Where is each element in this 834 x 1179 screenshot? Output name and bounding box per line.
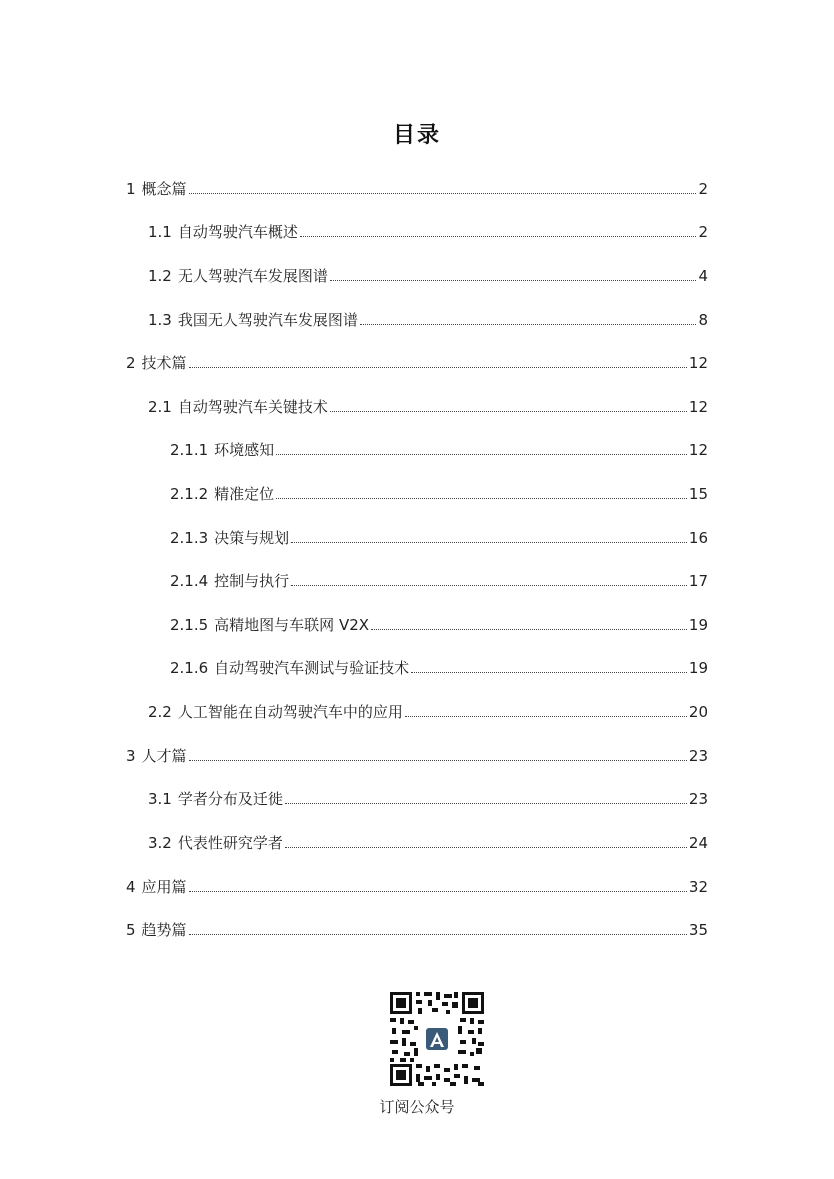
toc-entry-3[interactable] <box>126 743 708 765</box>
toc-entry-title: 自动驾驶汽车关键技术 <box>177 398 328 416</box>
toc-entry-page: 12 <box>688 441 708 459</box>
toc-entry-page: 8 <box>698 311 708 329</box>
toc-leader-dots <box>405 716 687 717</box>
toc-leader-dots <box>189 760 687 761</box>
toc-entry-number: 1.1 <box>148 223 172 241</box>
toc-entry-page: 19 <box>688 616 708 634</box>
toc-entry-number: 1 <box>126 180 136 198</box>
toc-entry-title: 精准定位 <box>214 485 275 503</box>
toc-entry-title: 环境感知 <box>214 441 275 459</box>
toc-entry-number: 2.1.5 <box>170 616 209 634</box>
toc-entry-page: 24 <box>688 834 708 852</box>
toc-entry-2-1[interactable] <box>148 394 708 416</box>
toc-entry-number: 2.1 <box>148 398 172 416</box>
toc-entry-2[interactable] <box>126 350 708 372</box>
toc-entry-5[interactable] <box>126 917 708 939</box>
toc-entry-page: 2 <box>698 180 708 198</box>
toc-entry-1-1[interactable] <box>148 219 708 241</box>
toc-entry-number: 5 <box>126 921 136 939</box>
toc-entry-number: 2.1.2 <box>170 485 209 503</box>
toc-entry-1[interactable] <box>126 176 708 198</box>
toc-entry-title: 决策与规划 <box>214 529 290 547</box>
toc-entry-2-1-1[interactable] <box>170 437 708 459</box>
toc-entry-page: 32 <box>688 878 708 896</box>
toc-entry-page: 12 <box>688 398 708 416</box>
toc-entry-title: 自动驾驶汽车概述 <box>177 223 298 241</box>
toc-entry-number: 2.2 <box>148 703 172 721</box>
toc-entry-title: 概念篇 <box>141 180 187 198</box>
toc-entry-title: 自动驾驶汽车测试与验证技术 <box>214 659 410 677</box>
toc-leader-dots <box>291 585 687 586</box>
toc-entry-number: 1.3 <box>148 311 172 329</box>
toc-leader-dots <box>285 803 687 804</box>
toc-entry-title: 技术篇 <box>141 354 187 372</box>
toc-entry-page: 17 <box>688 572 708 590</box>
toc-entry-title: 学者分布及迁徙 <box>177 790 283 808</box>
qr-code-icon <box>388 990 486 1088</box>
toc-entry-number: 3 <box>126 747 136 765</box>
toc-entry-page: 35 <box>688 921 708 939</box>
toc-entry-1-3[interactable] <box>148 307 708 329</box>
toc-entry-page: 12 <box>688 354 708 372</box>
toc-entry-number: 2.1.3 <box>170 529 209 547</box>
qr-code <box>388 990 486 1088</box>
toc-entry-2-1-5[interactable] <box>170 612 708 634</box>
toc-leader-dots <box>189 367 687 368</box>
toc-entry-number: 3.1 <box>148 790 172 808</box>
toc-leader-dots <box>189 891 687 892</box>
toc-entry-number: 2.1.6 <box>170 659 209 677</box>
toc-leader-dots <box>330 280 697 281</box>
page-title: 目录 <box>392 123 441 148</box>
toc-entry-3-2[interactable] <box>148 830 708 852</box>
toc-entry-page: 15 <box>688 485 708 503</box>
toc-entry-3-1[interactable] <box>148 786 708 808</box>
table-of-contents <box>0 164 834 964</box>
toc-entry-page: 23 <box>688 790 708 808</box>
toc-entry-page: 16 <box>688 529 708 547</box>
toc-entry-number: 2 <box>126 354 136 372</box>
toc-entry-page: 4 <box>698 267 708 285</box>
toc-leader-dots <box>330 411 687 412</box>
toc-leader-dots <box>189 193 697 194</box>
toc-entry-title: 应用篇 <box>141 878 187 896</box>
toc-entry-page: 23 <box>688 747 708 765</box>
toc-entry-number: 3.2 <box>148 834 172 852</box>
toc-entry-2-2[interactable] <box>148 699 708 721</box>
toc-leader-dots <box>300 236 697 237</box>
toc-entry-number: 4 <box>126 878 136 896</box>
toc-entry-2-1-6[interactable] <box>170 655 708 677</box>
toc-entry-title: 无人驾驶汽车发展图谱 <box>177 267 328 285</box>
toc-leader-dots <box>360 324 697 325</box>
toc-entry-title: 控制与执行 <box>214 572 290 590</box>
toc-entry-1-2[interactable] <box>148 263 708 285</box>
toc-entry-title: 人工智能在自动驾驶汽车中的应用 <box>177 703 403 721</box>
toc-entry-2-1-3[interactable] <box>170 525 708 547</box>
toc-entry-number: 1.2 <box>148 267 172 285</box>
toc-leader-dots <box>371 629 687 630</box>
toc-entry-number: 2.1.4 <box>170 572 209 590</box>
toc-entry-2-1-2[interactable] <box>170 481 708 503</box>
toc-entry-4[interactable] <box>126 874 708 896</box>
toc-leader-dots <box>291 542 687 543</box>
toc-entry-title: 代表性研究学者 <box>177 834 283 852</box>
toc-entry-page: 19 <box>688 659 708 677</box>
toc-entry-title: 趋势篇 <box>141 921 187 939</box>
toc-leader-dots <box>189 934 687 935</box>
logo-icon <box>426 1028 448 1050</box>
toc-entry-title: 高精地图与车联网 V2X <box>214 616 370 634</box>
toc-leader-dots <box>411 672 687 673</box>
qr-caption: 订阅公众号 <box>379 1098 455 1116</box>
toc-entry-title: 人才篇 <box>141 747 187 765</box>
toc-entry-number: 2.1.1 <box>170 441 209 459</box>
toc-entry-page: 2 <box>698 223 708 241</box>
toc-leader-dots <box>276 454 687 455</box>
toc-entry-page: 20 <box>688 703 708 721</box>
toc-entry-2-1-4[interactable] <box>170 568 708 590</box>
toc-leader-dots <box>276 498 687 499</box>
toc-leader-dots <box>285 847 687 848</box>
toc-entry-title: 我国无人驾驶汽车发展图谱 <box>177 311 358 329</box>
